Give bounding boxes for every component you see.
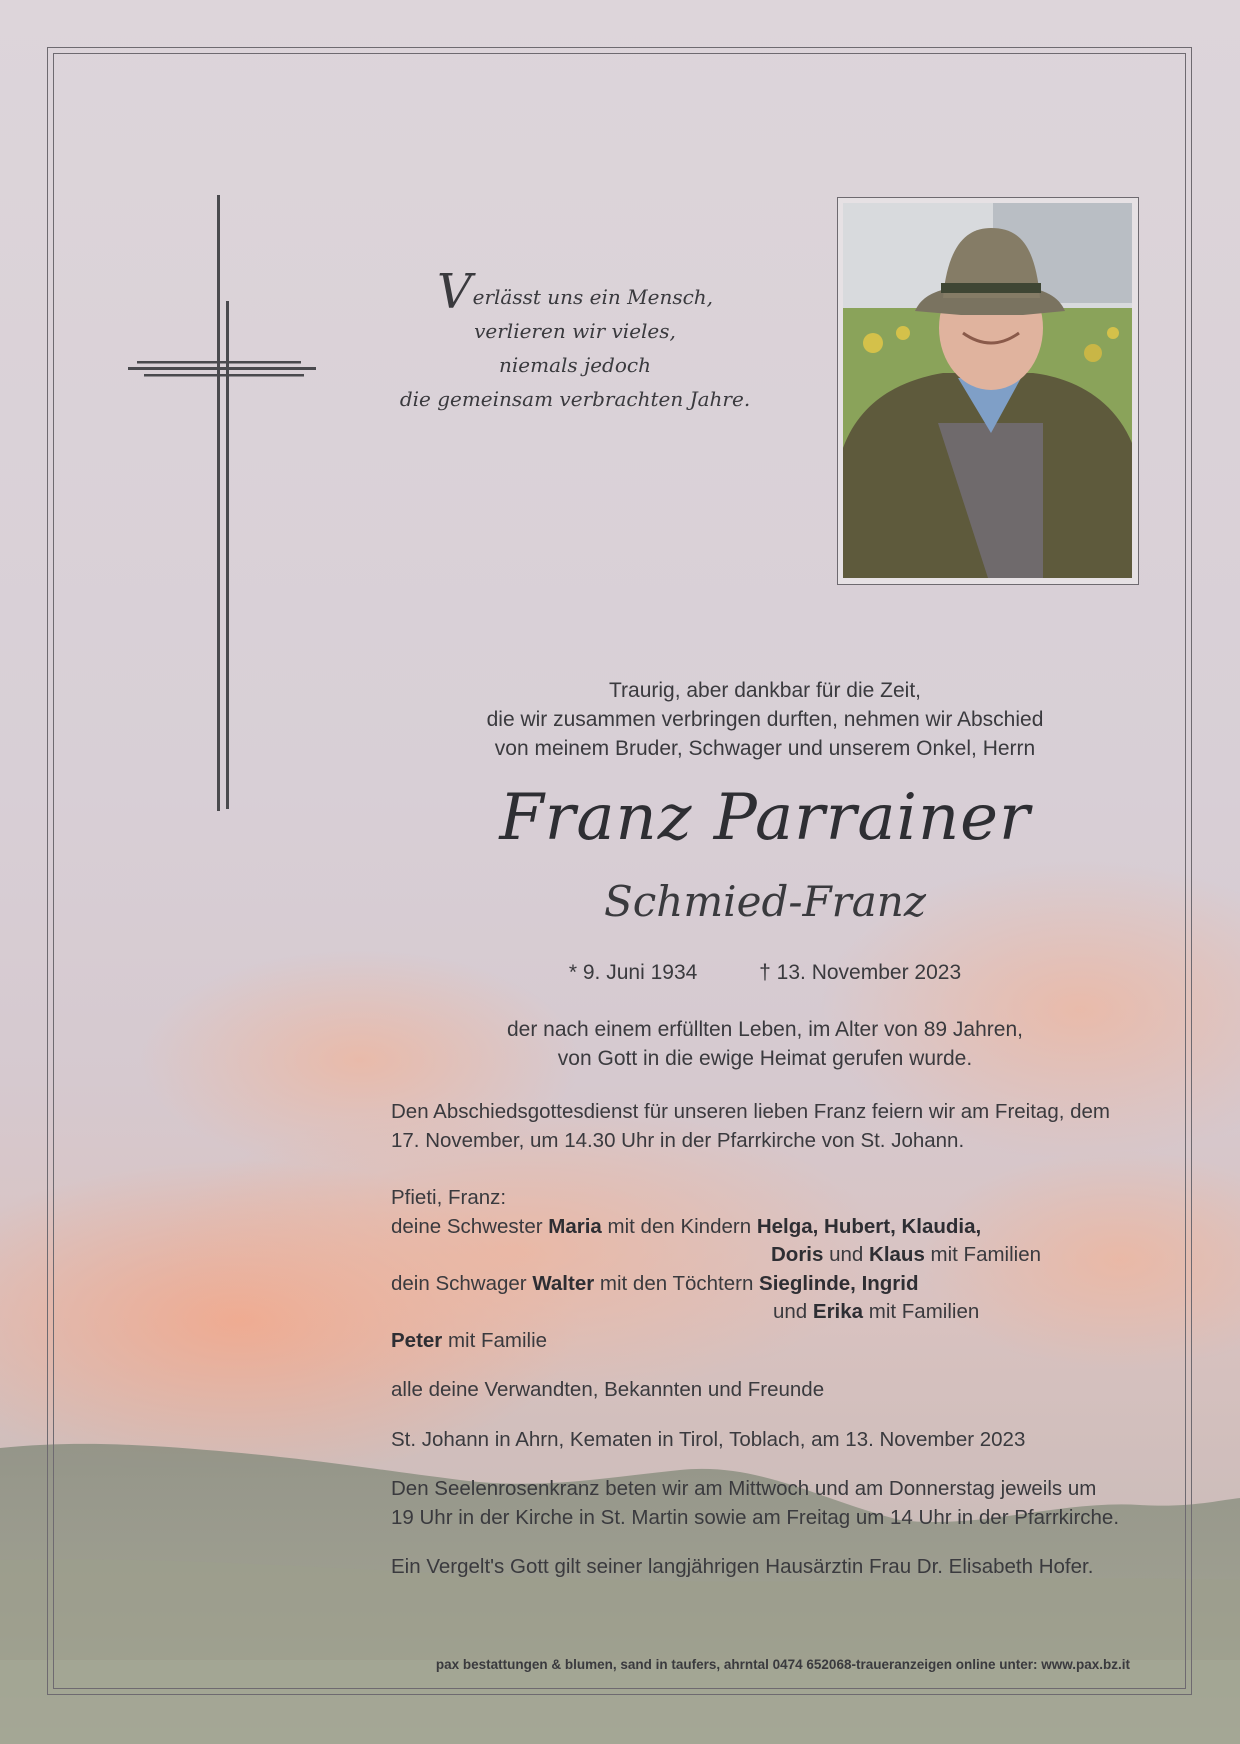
portrait-image	[843, 203, 1132, 578]
thanks-line: Ein Vergelt's Gott gilt seiner langjährigen Hausärztin Frau Dr. Elisabeth Hofer.	[391, 1555, 1094, 1578]
poem	[395, 264, 755, 416]
footer-credit: pax bestattungen & blumen, sand in taufers, ahrntal 0474 652068-traueranzeigen online unter: www.pax.bz.it	[435, 1657, 1130, 1672]
mourner-row-2: Doris und Klaus mit Familien	[771, 1243, 1042, 1266]
portrait-photo	[837, 197, 1139, 585]
place-date: St. Johann in Ahrn, Kematen in Tirol, Toblach, am 13. November 2023	[391, 1427, 1026, 1451]
life-text	[420, 1015, 1110, 1073]
service-line-2: 17. November, um 14.30 Uhr in der Pfarrkirche von St. Johann.	[391, 1128, 965, 1152]
cross-icon	[128, 193, 318, 813]
deceased-name: Franz Parrainer	[499, 781, 1031, 855]
service-line-1: Den Abschiedsgottesdienst für unseren lieben Franz feiern wir am Freitag, dem	[391, 1100, 1111, 1123]
life-line-1: der nach einem erfüllten Leben, im Alter von 89 Jahren,	[507, 1018, 1023, 1041]
intro-line-2: die wir zusammen verbringen durften, nehmen wir Abschied	[486, 708, 1044, 731]
others-line: alle deine Verwandten, Bekannten und Freunde	[391, 1378, 825, 1401]
mourner-row-4: und Erika mit Familien	[773, 1300, 980, 1323]
deceased-nickname: Schmied-Franz	[604, 877, 926, 926]
rosary-line-2: 19 Uhr in der Kirche in St. Martin sowie am Freitag um 14 Uhr in der Pfarrkirche.	[391, 1505, 1120, 1529]
mourner-row-5: Peter mit Familie	[391, 1328, 548, 1352]
poem-line-2: verlieren wir vieles,	[474, 319, 676, 343]
death-date: † 13. November 2023	[759, 961, 962, 984]
birth-date: * 9. Juni 1934	[568, 961, 698, 984]
life-line-2: von Gott in die ewige Heimat gerufen wurde.	[557, 1047, 973, 1070]
poem-initial: V	[436, 264, 472, 320]
intro-line-1: Traurig, aber dankbar für die Zeit,	[608, 679, 922, 702]
announcement-body	[391, 1098, 1151, 1582]
rosary-line-1: Den Seelenrosenkranz beten wir am Mittwoch und am Donnerstag jeweils um	[391, 1477, 1097, 1500]
greeting: Pfieti, Franz:	[391, 1186, 507, 1209]
poem-line-3: niemals jedoch	[499, 353, 651, 377]
poem-line-4: die gemeinsam verbrachten Jahre.	[399, 387, 751, 411]
life-dates	[420, 958, 1110, 988]
poem-line-1: erlässt uns ein Mensch,	[472, 285, 714, 309]
intro-text	[420, 676, 1110, 763]
intro-line-3: von meinem Bruder, Schwager und unserem Onkel, Herrn	[494, 737, 1036, 760]
mourner-row-1: deine Schwester Maria mit den Kindern Helga, Hubert, Klaudia,	[391, 1214, 982, 1238]
mourner-row-3: dein Schwager Walter mit den Töchtern Sieglinde, Ingrid	[391, 1271, 919, 1295]
